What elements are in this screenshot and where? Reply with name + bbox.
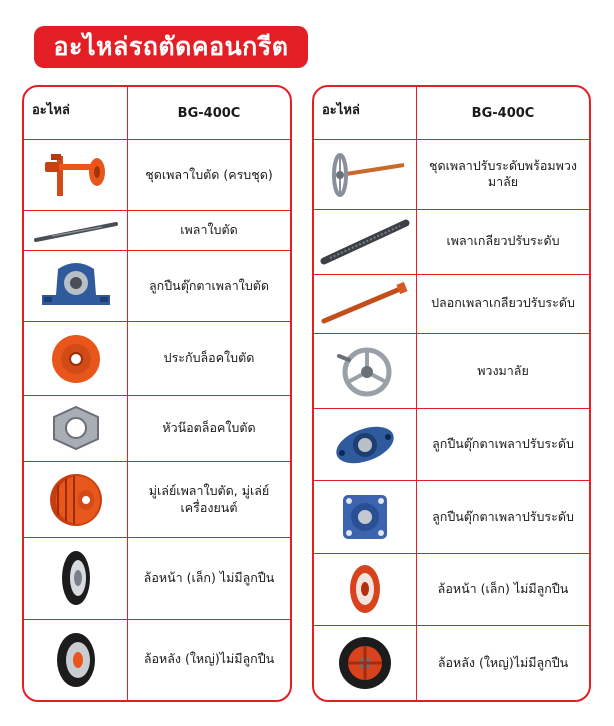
table-row <box>24 251 290 322</box>
handwheel-icon <box>314 334 417 409</box>
part-name: ลูกปืนตุ๊กตาเพลาปรับระดับ <box>417 481 590 553</box>
table-row <box>314 140 589 210</box>
header-model: BG-400C <box>417 87 590 140</box>
front-wheel-red-icon <box>314 553 417 625</box>
part-name: เพลาใบตัด <box>128 211 291 251</box>
part-name: ประกับล็อคใบตัด <box>128 322 291 396</box>
table-row <box>24 211 290 251</box>
part-name: ล้อหน้า (เล็ก) ไม่มีลูกปืน <box>128 538 291 619</box>
pillow-block-bearing-icon <box>24 251 128 322</box>
table-row <box>24 395 290 461</box>
part-name: เพลาเกลียวปรับระดับ <box>417 209 590 274</box>
cutting-shaft-set-icon <box>24 140 128 211</box>
table-row <box>24 538 290 619</box>
table-row <box>314 553 589 625</box>
blade-shaft-icon <box>24 211 128 251</box>
table-row <box>24 140 290 211</box>
header-part: อะไหล่ <box>24 87 128 140</box>
threaded-adjust-shaft-icon <box>314 209 417 274</box>
front-wheel-icon <box>24 538 128 619</box>
blade-lock-nut-icon <box>24 395 128 461</box>
header-model: BG-400C <box>128 87 291 140</box>
table-row <box>314 209 589 274</box>
v-belt-pulley-icon <box>24 461 128 537</box>
table-row <box>314 334 589 409</box>
table-row <box>314 481 589 553</box>
table-row <box>24 322 290 396</box>
table-row <box>24 461 290 537</box>
part-name: ลูกปืนตุ๊กตาเพลาปรับระดับ <box>417 409 590 481</box>
table-row <box>314 626 589 700</box>
threaded-shaft-sleeve-icon <box>314 274 417 334</box>
header-part: อะไหล่ <box>314 87 417 140</box>
table-row <box>314 409 589 481</box>
adjust-shaft-handwheel-set-icon <box>314 140 417 210</box>
part-name: ล้อหลัง (ใหญ่)ไม่มีลูกปืน <box>128 619 291 700</box>
blade-lock-flange-icon <box>24 322 128 396</box>
table-row <box>314 274 589 334</box>
part-name: ชุดเพลาใบตัด (ครบชุด) <box>128 140 291 211</box>
part-name: พวงมาลัย <box>417 334 590 409</box>
part-name: ลูกปืนตุ๊กตาเพลาใบตัด <box>128 251 291 322</box>
part-name: ปลอกเพลาเกลียวปรับระดับ <box>417 274 590 334</box>
parts-table-left <box>22 85 292 702</box>
rear-wheel-icon <box>24 619 128 700</box>
four-bolt-flange-bearing-icon <box>314 481 417 553</box>
table-header-row <box>24 87 290 140</box>
two-bolt-flange-bearing-icon <box>314 409 417 481</box>
part-name: ล้อหลัง (ใหญ่)ไม่มีลูกปืน <box>417 626 590 700</box>
rear-wheel-red-icon <box>314 626 417 700</box>
parts-table-right <box>312 85 591 702</box>
part-name: ล้อหน้า (เล็ก) ไม่มีลูกปืน <box>417 553 590 625</box>
table-header-row <box>314 87 589 140</box>
page-title: อะไหล่รถตัดคอนกรีต <box>34 26 308 68</box>
table-row <box>24 619 290 700</box>
part-name: หัวน๊อตล็อคใบตัด <box>128 395 291 461</box>
part-name: ชุดเพลาปรับระดับพร้อมพวงมาลัย <box>417 140 590 210</box>
part-name: มู่เล่ย์เพลาใบตัด, มู่เล่ย์เครื่องยนต์ <box>128 461 291 537</box>
